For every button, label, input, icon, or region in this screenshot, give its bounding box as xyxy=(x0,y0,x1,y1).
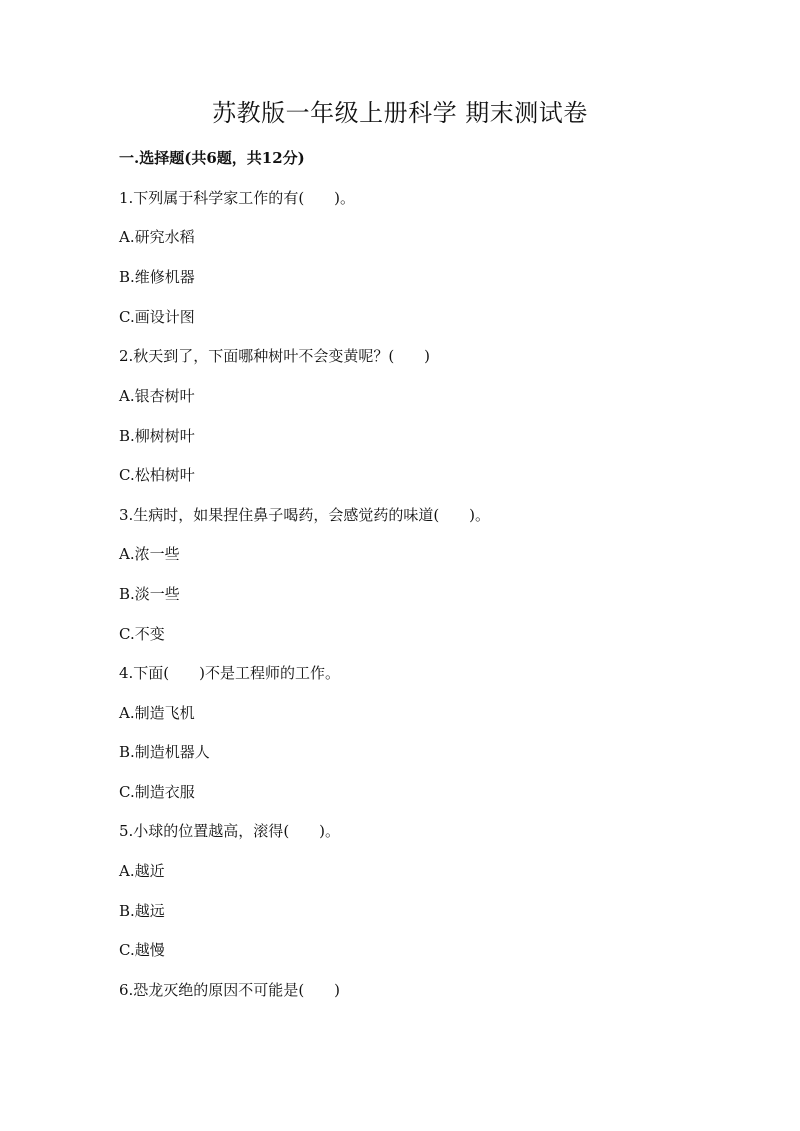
page-title: 苏教版一年级上册科学 期末测试卷 xyxy=(212,99,588,127)
answer-option: A.浓一些 xyxy=(119,545,180,563)
answer-option: A.制造飞机 xyxy=(119,704,195,722)
answer-option: B.淡一些 xyxy=(119,585,180,603)
answer-option: A.研究水稻 xyxy=(119,228,195,246)
section-heading: 一.选择题(共6题，共12分) xyxy=(119,149,305,167)
answer-option: C.不变 xyxy=(119,625,165,643)
answer-option: B.柳树树叶 xyxy=(119,427,195,445)
question-stem: 5.小球的位置越高，滚得( )。 xyxy=(119,822,341,840)
answer-option: C.松柏树叶 xyxy=(119,466,195,484)
answer-option: C.越慢 xyxy=(119,941,165,959)
answer-option: C.画设计图 xyxy=(119,308,195,326)
answer-option: A.越近 xyxy=(119,862,165,880)
answer-option: B.维修机器 xyxy=(119,268,195,286)
question-stem: 3.生病时，如果捏住鼻子喝药，会感觉药的味道( )。 xyxy=(119,506,491,524)
question-stem: 2.秋天到了，下面哪种树叶不会变黄呢？( ) xyxy=(119,347,431,365)
question-stem: 1.下列属于科学家工作的有( )。 xyxy=(119,189,356,207)
answer-option: C.制造衣服 xyxy=(119,783,195,801)
question-stem: 6.恐龙灭绝的原因不可能是( ) xyxy=(119,981,341,999)
answer-option: B.越远 xyxy=(119,902,165,920)
answer-option: B.制造机器人 xyxy=(119,743,210,761)
answer-option: A.银杏树叶 xyxy=(119,387,195,405)
question-stem: 4.下面( )不是工程师的工作。 xyxy=(119,664,341,682)
